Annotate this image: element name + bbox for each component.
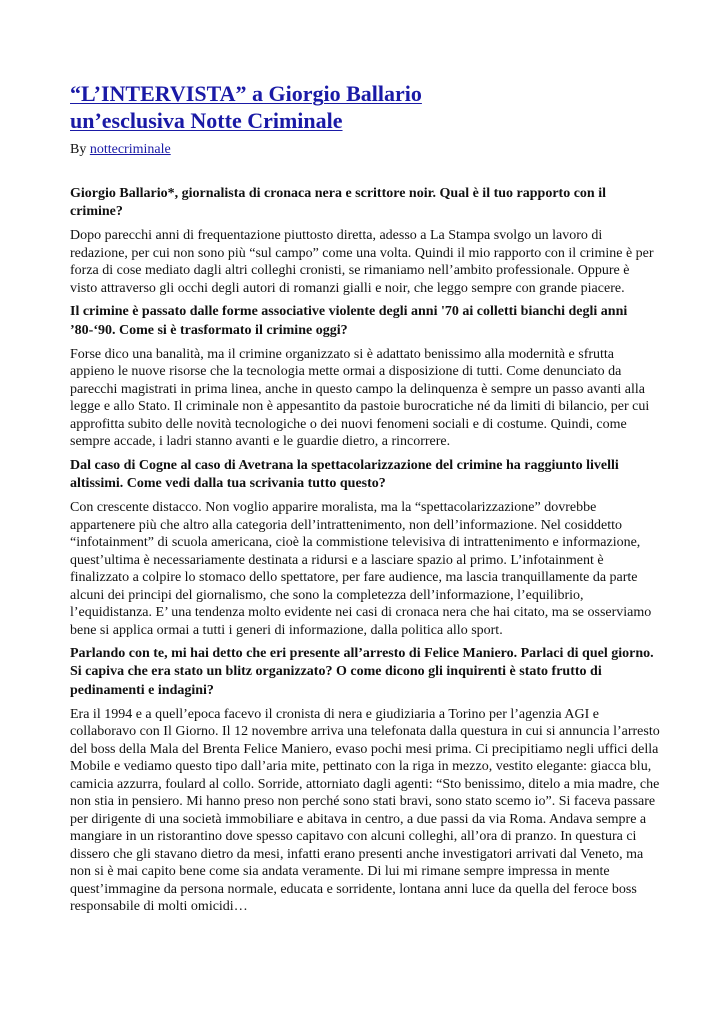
question-4: Parlando con te, mi hai detto che eri presente all’arresto di Felice Maniero. Parlaci di quel giorno. Si capiva che era stato un blitz organizzato? O come dicono gli inquirenti è stato frutto di pedinamenti e indagini? <box>70 646 654 698</box>
byline <box>70 141 660 159</box>
answer-4: Era il 1994 e a quell’epoca facevo il cronista di nera e giudiziaria a Torino per l’agenzia AGI e collaboravo con Il Giorno. Il 12 novembre arriva una telefonata dalla questura in cui si annuncia l’arresto del boss della Mala del Brenta Felice Maniero, evaso pochi mesi prima. Ci precipitiamo negli uffici della Mobile e vediamo questo tipo dall’aria mite, pettinato con la riga in mezzo, vestito elegante: giacca blu, camicia azzurra, foulard al collo. Sorride, attorniato dagli agenti: “Sto benissimo, ditelo a mia madre, che non stia in pensiero. Mi hanno preso non perché sono stati bravi, sono stato scemo io”. Si faceva passare per dirigente di una società immobiliare e abitava in centro, a due passi da via Roma. Andava sempre a mangiare in un ristorantino dove spesso capitavo con alcuni colleghi, all’ora di pranzo. In questura ci dissero che gli stavano dietro da mesi, infatti erano presenti anche investigatori arrivati dal Veneto, ma non si è mai capito bene come sia andata veramente. Di lui mi rimane sempre impressa in mente quest’immagine da persona normale, educata e sorridente, lontana anni luce da quella del feroce boss responsabile di molti omicidi… <box>70 706 660 915</box>
article-title-link[interactable] <box>70 81 422 133</box>
article-body <box>70 185 660 916</box>
question-1: Giorgio Ballario*, giornalista di cronaca nera e scrittore noir. Qual è il tuo rapporto con il crimine? <box>70 186 606 220</box>
answer-1: Dopo parecchi anni di frequentazione piuttosto diretta, adesso a La Stampa svolgo un lavoro di redazione, per cui non sono più “sul campo” come una volta. Quindi il mio rapporto con il crimine è per forza di cose mediato dagli altri colleghi cronisti, se rimaniamo nell’ambito professionale. Oppure è visto attraverso gli occhi degli autori di romanzi gialli e noir, che leggo sempre con grande piacere. <box>70 228 654 296</box>
article-title <box>70 80 660 134</box>
byline-label: By <box>70 142 87 157</box>
question-3: Dal caso di Cogne al caso di Avetrana la spettacolarizzazione del crimine ha raggiunto livelli altissimi. Come vedi dalla tua scrivania tutto questo? <box>70 457 619 492</box>
question-2: Il crimine è passato dalle forme associative violente degli anni '70 ai colletti bianchi degli anni ’80-‘90. Come si è trasformato il crimine oggi? <box>70 304 628 338</box>
title-line-1: “L’INTERVISTA” a Giorgio Ballario <box>70 81 422 106</box>
document-page <box>70 80 660 922</box>
answer-2: Forse dico una banalità, ma il crimine organizzato si è adattato benissimo alla modernità e sfrutta appieno le nuove risorse che la tecnologia mette ormai a disposizione di tutti. Come denunciato da parecchi magistrati in prima linea, anche in questo campo la delinquenza è sempre un passo avanti alla legge e allo Stato. Il criminale non è appesantito da pastoie burocratiche né da limiti di bilancio, per cui approfitta subito delle novità tecnologiche o dei nuovi fenomeni sociali e di costume. Quindi, come sempre accade, i ladri stanno avanti e le guardie dietro, a rincorrere. <box>70 346 650 450</box>
answer-3: Con crescente distacco. Non voglio apparire moralista, ma la “spettacolarizzazione” dovrebbe appartenere più che altro alla categoria dell’intrattenimento, non dell’informazione. Nel cosiddetto “infotainment” di scuola americana, cioè la commistione televisiva di intrattenimento e informazione, quest’ultima è necessariamente destinata a ridursi e a lasciare spazio al primo. L’infotainment è finalizzato a colpire lo stomaco dello spettatore, per fare audience, ma lascia tranquillamente da parte alcuni dei principi del giornalismo, che sono la completezza dell’informazione, l’equilibrio, l’equidistanza. E’ una tendenza molto evidente nei casi di cronaca nera che hai citato, ma se osserviamo bene si applica ormai a tutti i generi di informazione, dalla politica allo sport. <box>70 500 652 638</box>
title-line-2: un’esclusiva Notte Criminale <box>70 108 343 133</box>
author-link[interactable]: nottecriminale <box>89 142 171 157</box>
